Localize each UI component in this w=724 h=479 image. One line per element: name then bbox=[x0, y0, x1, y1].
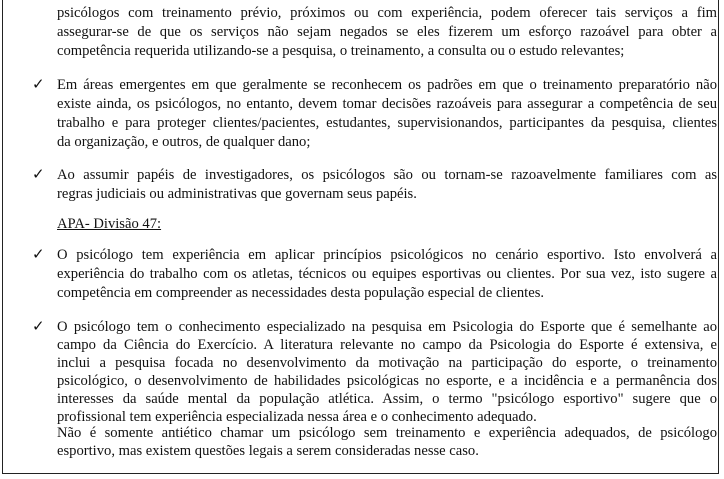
para2-line-2: existe ainda, os psicólogos, no entanto, devem tomar decisões razoáveis para assegurar a competência de seu bbox=[57, 96, 717, 112]
para2-line-3: trabalho e para proteger clientes/pacientes, estudantes, supervisionandos, participantes da pesquisa, clientes bbox=[57, 115, 717, 131]
para5-line-6: profissional tem experiência especializada nessa área e o conhecimento adequado. bbox=[57, 409, 537, 425]
para4-line-1: O psicólogo tem experiência em aplicar princípios psicológicos no cenário esportivo. Isto envolverá a bbox=[57, 247, 717, 263]
para5-line-2: campo da Ciência do Exercício. A literatura relevante no campo da Psicologia do Esporte é extensiva, e bbox=[57, 337, 717, 353]
para2-line-4: da organização, e outros, de qualquer dano; bbox=[57, 134, 311, 150]
para3-line-2: regras judiciais ou administrativas que governam seus papéis. bbox=[57, 186, 417, 202]
para1-line-1: psicólogos com treinamento prévio, próximos ou com experiência, podem oferecer tais serviços a fim bbox=[57, 5, 717, 21]
checkmark-icon: ✓ bbox=[32, 165, 45, 183]
para5-line-3: inclui a pesquisa focada no desenvolvimento da motivação na participação do esporte, o treinamento bbox=[57, 355, 717, 371]
checkmark-icon: ✓ bbox=[32, 75, 45, 93]
para3-line-1: Ao assumir papéis de investigadores, os psicólogos são ou tornam-se razoavelmente familiares com as bbox=[57, 167, 717, 183]
para4-line-3: competência em compreender as necessidades desta população especial de clientes. bbox=[57, 285, 545, 301]
para5-line-4: psicológico, o desenvolvimento de habilidades psicológicas no esporte, e a incidência e a permanência dos bbox=[57, 373, 717, 389]
checkmark-icon: ✓ bbox=[32, 245, 45, 263]
para5-line-1: O psicólogo tem o conhecimento especializado na pesquisa em Psicologia do Esporte que é semelhante ao bbox=[57, 319, 717, 335]
para1-line-2: assegurar-se de que os serviços não sejam negados se eles fizerem um esforço razoável para obter a bbox=[57, 24, 717, 40]
checkmark-icon: ✓ bbox=[32, 317, 45, 335]
para6-line-2: esportivo, mas existem questões legais a serem consideradas nesse caso. bbox=[57, 443, 479, 459]
para2-line-1: Em áreas emergentes em que geralmente se reconhecem os padrões em que o treinamento preparatório não bbox=[57, 77, 717, 93]
para1-line-3: competência requerida utilizando-se a pesquisa, o treinamento, a consulta ou o estudo relevantes; bbox=[57, 43, 625, 59]
para4-line-2: experiência do trabalho com os atletas, técnicos ou equipes esportivas ou clientes. Por sua vez, isto sugere a bbox=[57, 266, 717, 282]
para6-line-1: Não é somente antiético chamar um psicólogo sem treinamento e experiência adequados, de psicólogo bbox=[57, 425, 717, 441]
section-heading: APA- Divisão 47: bbox=[57, 216, 162, 232]
para5-line-5: interesses da saúde mental da população atlética. Assim, o termo "psicólogo esportivo" sugere que o bbox=[57, 391, 717, 407]
